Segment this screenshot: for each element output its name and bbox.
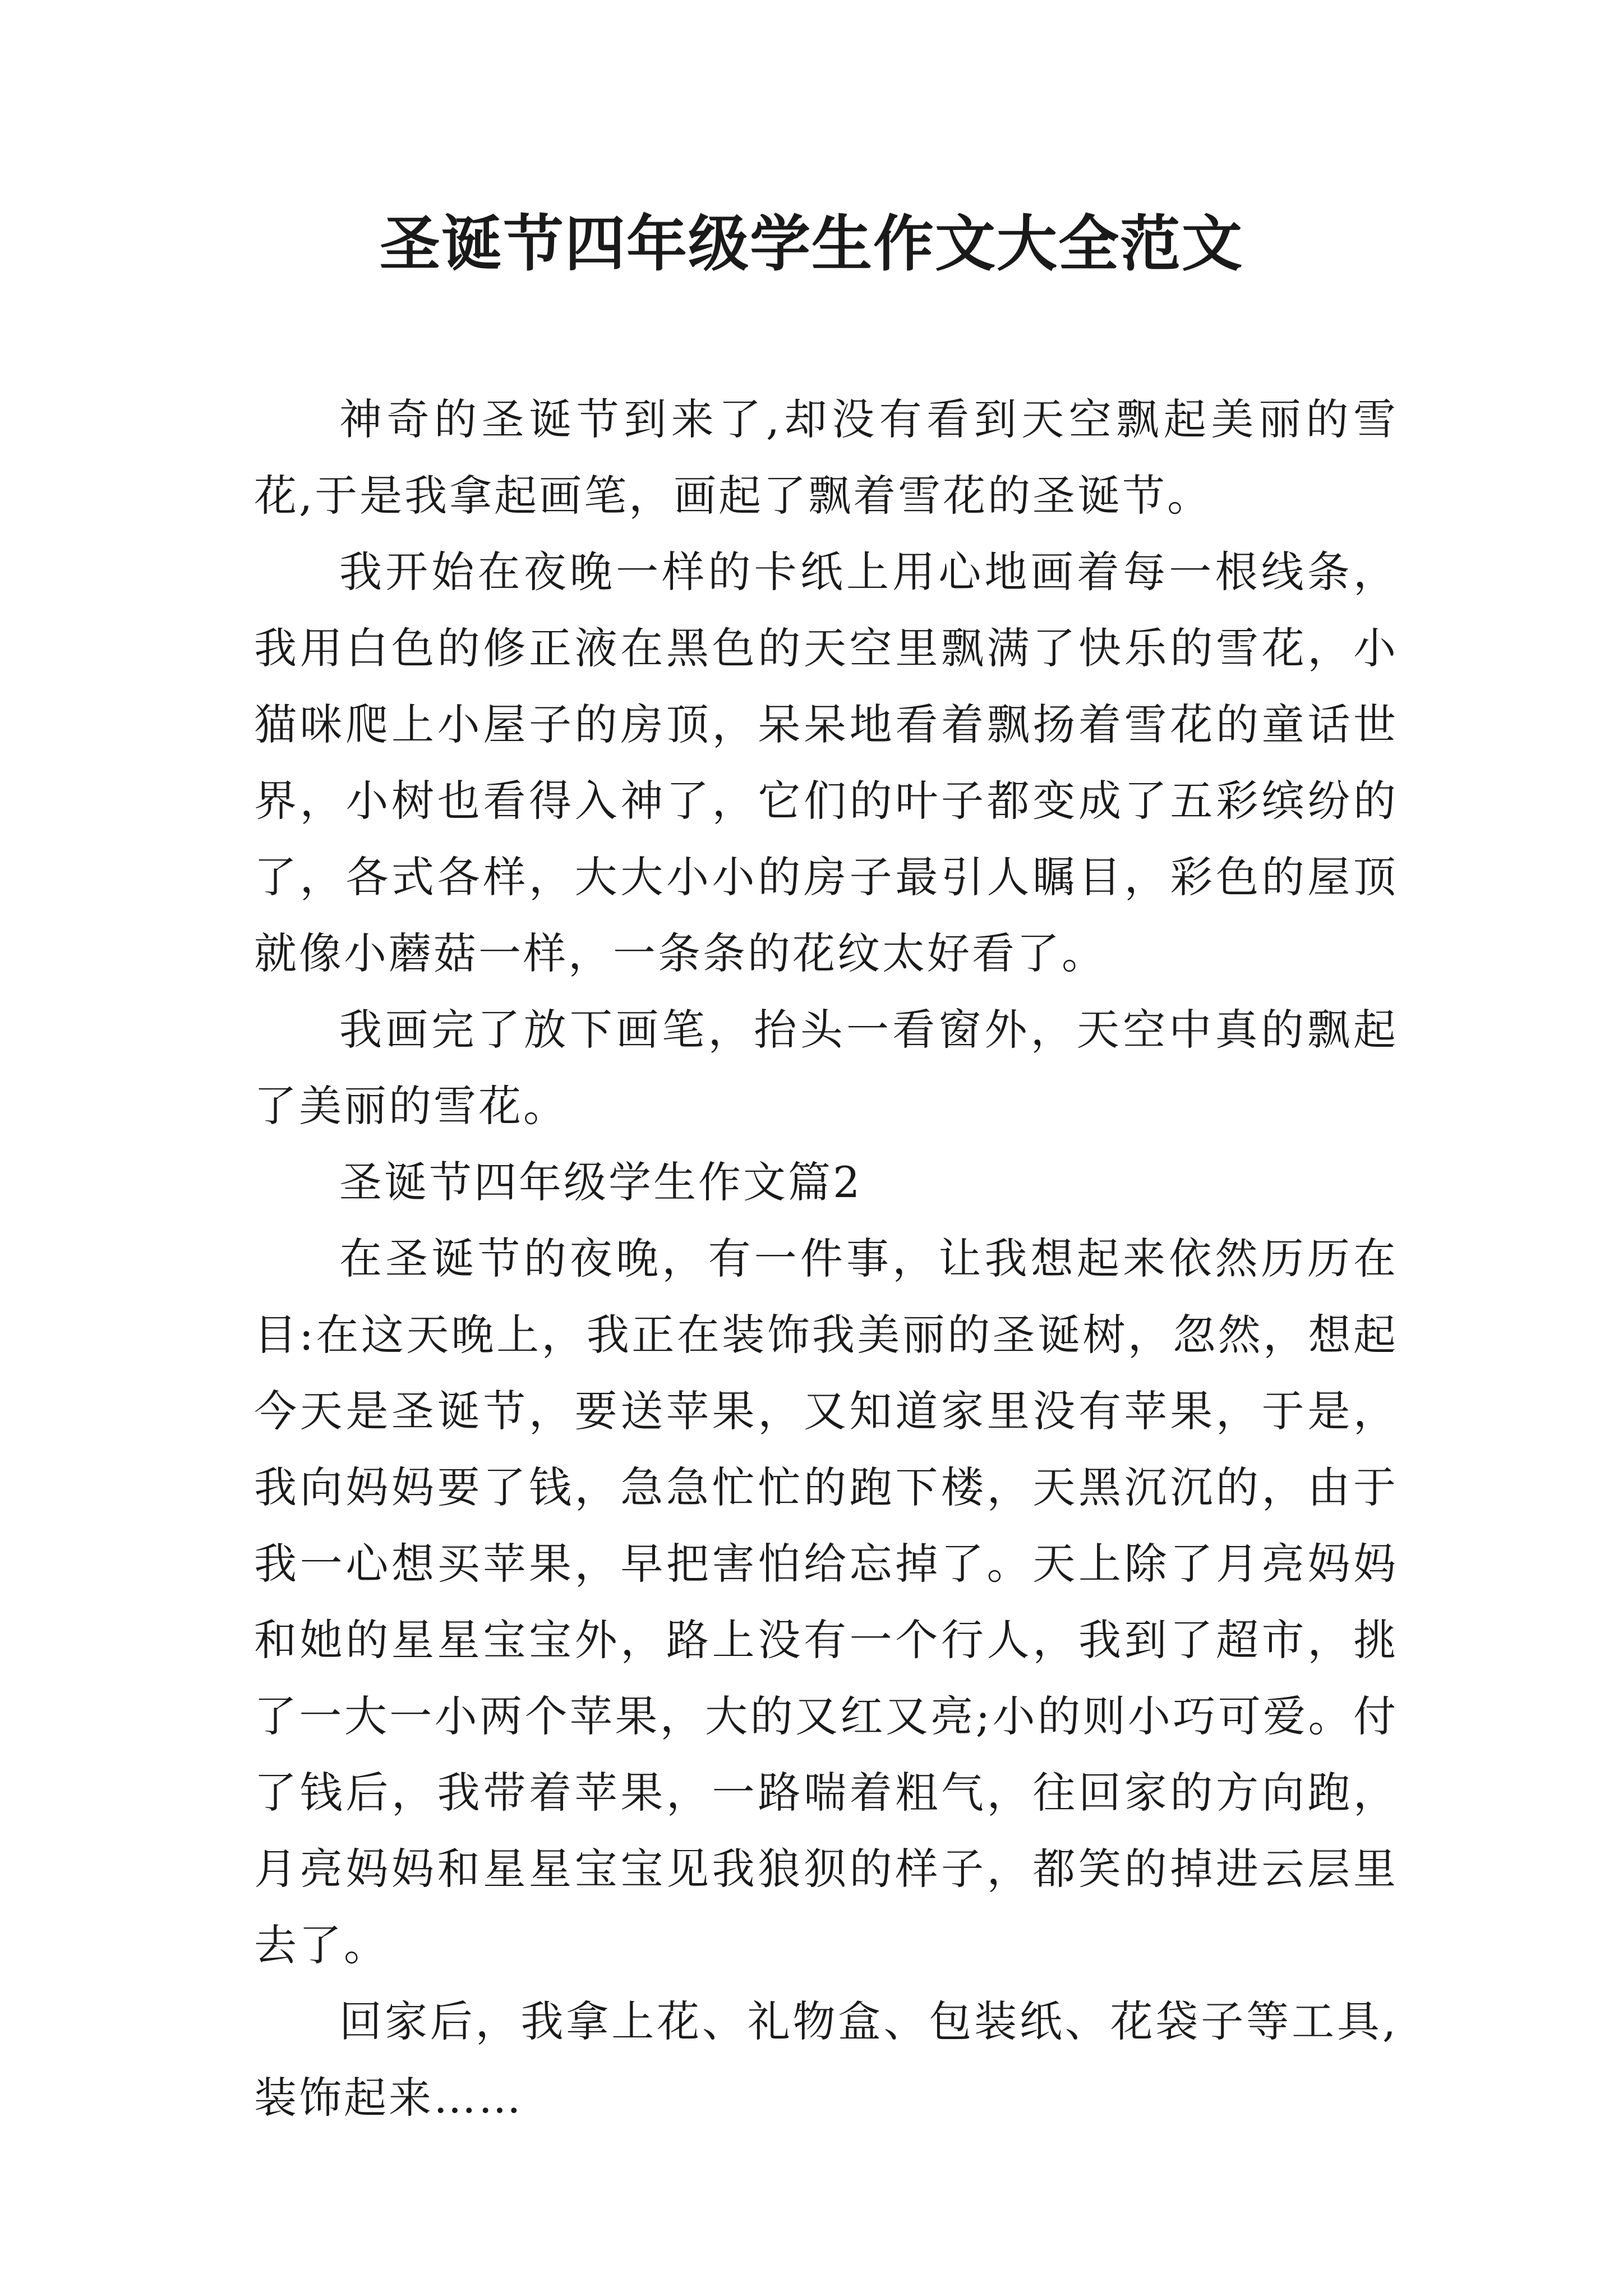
section-heading: 圣诞节四年级学生作文篇2 bbox=[339, 1157, 863, 1207]
paragraph-4: 在圣诞节的夜晚，有一件事，让我想起来依然历历在目:在这天晚上，我正在装饰我美丽的圣诞树，忽然，想起今天是圣诞节，要送苹果，又知道家里没有苹果，于是，我向妈妈要了钱，急急忙忙的跑下楼，天黑沉沉的，由于我一心想买苹果，早把害怕给忘掉了。天上除了月亮妈妈和她的星星宝宝外，路上没有一个行人，我到了超市，挑了一大一小两个苹果，大的又红又亮;小的则小巧可爱。付了钱后，我带着苹果，一路喘着粗气，往回家的方向跑，月亮妈妈和星星宝宝见我狼狈的样子，都笑的掉进云层里去了。 bbox=[254, 1234, 1398, 1970]
paragraph-1: 神奇的圣诞节到来了,却没有看到天空飘起美丽的雪花,于是我拿起画笔，画起了飘着雪花的圣诞节。 bbox=[254, 394, 1398, 521]
paragraph-3: 我画完了放下画笔，抬头一看窗外，天空中真的飘起了美丽的雪花。 bbox=[254, 1005, 1398, 1131]
paragraph-2: 我开始在夜晚一样的卡纸上用心地画着每一根线条，我用白色的修正液在黑色的天空里飘满了快乐的雪花，小猫咪爬上小屋子的房顶，呆呆地看着飘扬着雪花的童话世界，小树也看得入神了，它们的叶子都变成了五彩缤纷的了，各式各样，大大小小的房子最引人瞩目，彩色的屋顶就像小蘑菇一样，一条条的花纹太好看了。 bbox=[254, 547, 1398, 978]
article-body bbox=[254, 381, 1398, 2136]
page-title: 圣诞节四年级学生作文大全范文 bbox=[379, 209, 1243, 279]
paragraph-5: 回家后，我拿上花、礼物盒、包装纸、花袋子等工具,装饰起来…… bbox=[254, 1996, 1398, 2123]
